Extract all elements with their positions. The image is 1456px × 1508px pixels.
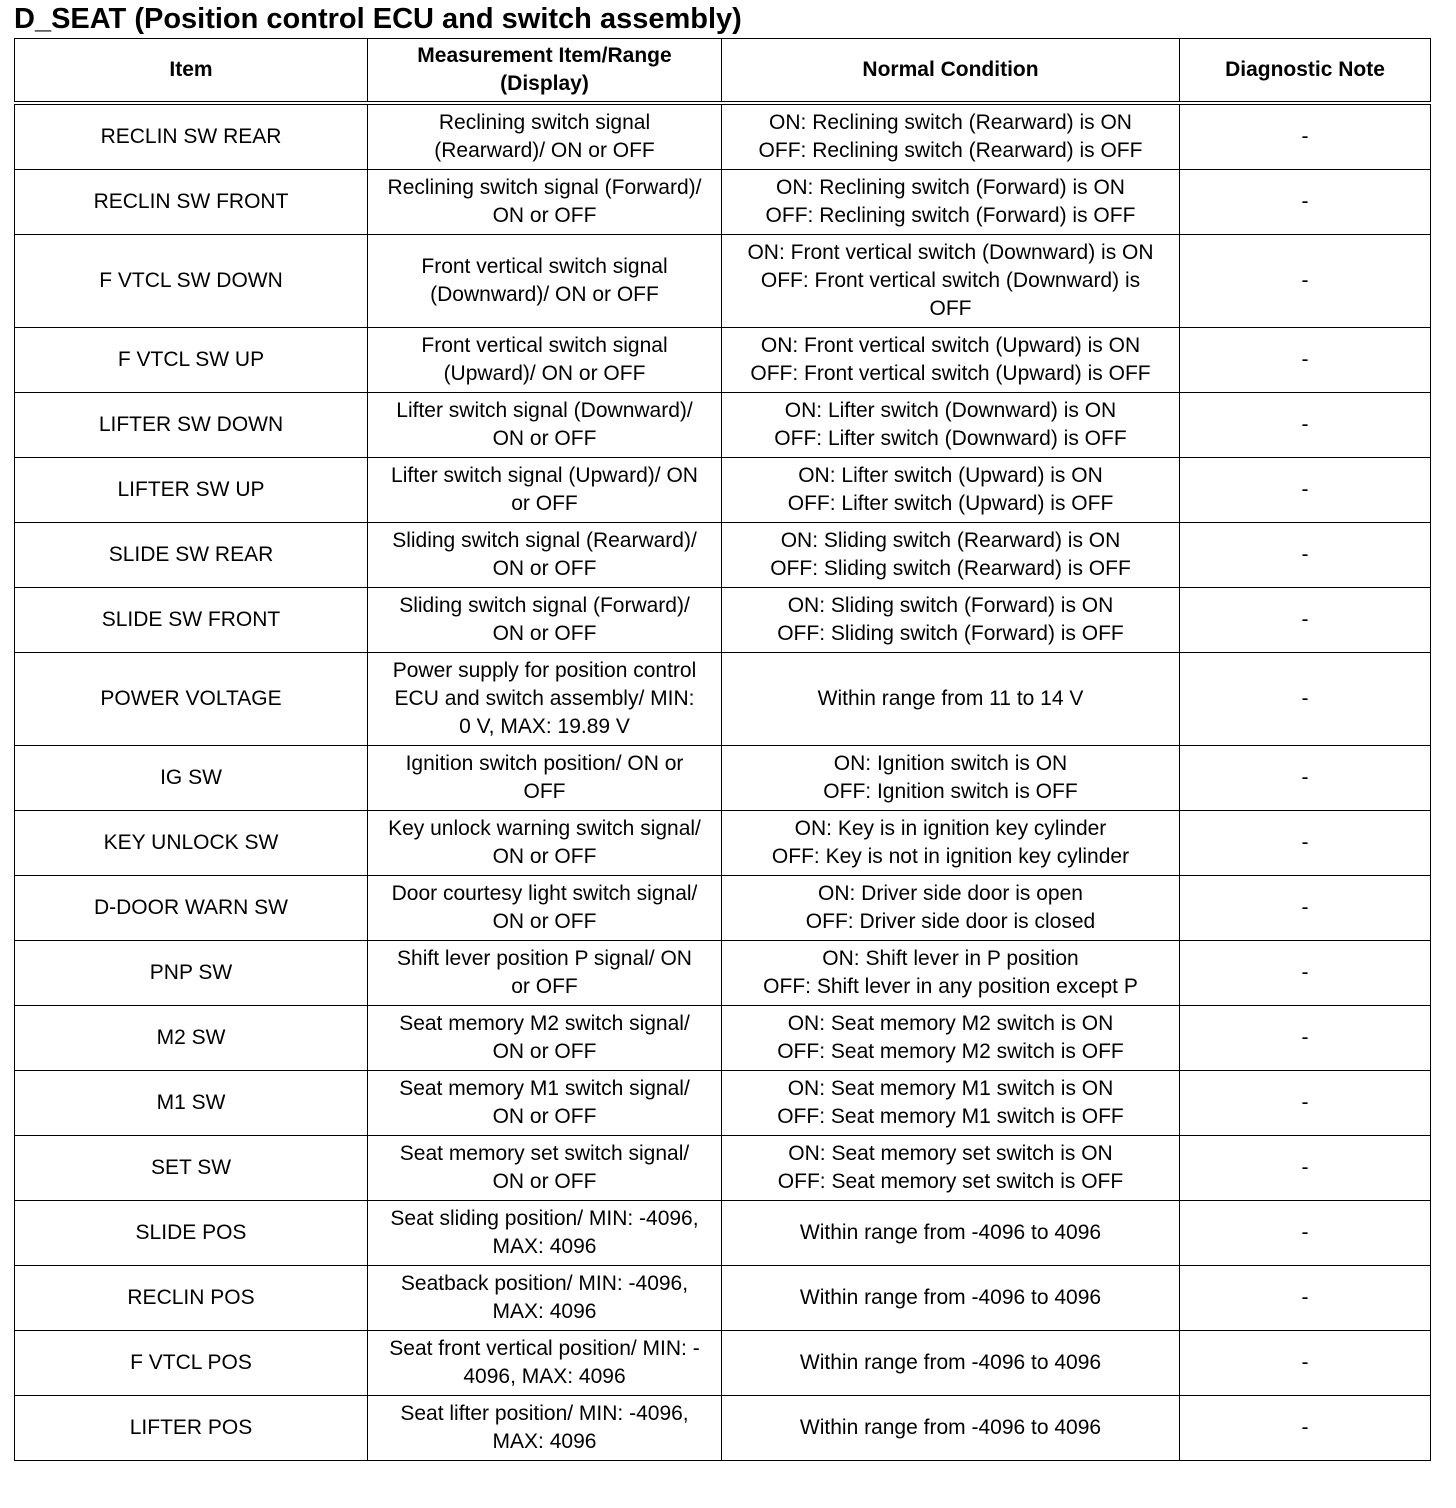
cell-normal-condition-line: OFF: Sliding switch (Forward) is OFF: [777, 622, 1124, 645]
table-row: [15, 1266, 1431, 1331]
cell-measurement: [368, 523, 722, 588]
cell-normal-condition-line: OFF: Ignition switch is OFF: [823, 780, 1078, 803]
cell-measurement: [368, 1071, 722, 1136]
cell-diagnostic-note: -: [1180, 458, 1431, 523]
cell-measurement-line: ON or OFF: [492, 1040, 597, 1063]
cell-normal-condition: [722, 458, 1180, 523]
data-table: [14, 38, 1431, 1461]
cell-measurement-line: MAX: 4096: [492, 1430, 597, 1453]
cell-normal-condition-line: OFF: Shift lever in any position except P: [763, 975, 1138, 998]
table-row: [15, 653, 1431, 746]
cell-measurement-line: ON or OFF: [492, 845, 597, 868]
table-row: [15, 1136, 1431, 1201]
cell-item: KEY UNLOCK SW: [15, 811, 368, 876]
cell-measurement: [368, 393, 722, 458]
cell-measurement-line: Seat memory M2 switch signal/: [399, 1012, 690, 1035]
cell-measurement-line: Reclining switch signal: [438, 111, 651, 134]
cell-item: RECLIN POS: [15, 1266, 368, 1331]
header-normal-condition: Normal Condition: [722, 39, 1180, 104]
cell-measurement-line: Seat sliding position/ MIN: -4096,: [390, 1207, 699, 1230]
cell-measurement-line: Seat front vertical position/ MIN: -: [389, 1337, 700, 1360]
cell-normal-condition-line: OFF: Seat memory M2 switch is OFF: [777, 1040, 1124, 1063]
table-row: [15, 1201, 1431, 1266]
cell-measurement-line: (Rearward)/ ON or OFF: [434, 139, 655, 162]
cell-diagnostic-note: -: [1180, 941, 1431, 1006]
cell-measurement: [368, 653, 722, 746]
cell-item: POWER VOLTAGE: [15, 653, 368, 746]
table-row: [15, 523, 1431, 588]
cell-normal-condition-line: ON: Reclining switch (Forward) is ON: [776, 176, 1125, 199]
header-item: Item: [15, 39, 368, 104]
header-row: [15, 39, 1431, 104]
cell-diagnostic-note: -: [1180, 1331, 1431, 1396]
cell-measurement-line: Lifter switch signal (Upward)/ ON: [391, 464, 698, 487]
cell-normal-condition: [722, 653, 1180, 746]
table-row: [15, 1071, 1431, 1136]
cell-measurement-line: 4096, MAX: 4096: [463, 1365, 626, 1388]
cell-diagnostic-note: -: [1180, 1006, 1431, 1071]
cell-normal-condition: [722, 235, 1180, 328]
cell-diagnostic-note: -: [1180, 170, 1431, 235]
cell-measurement-line: (Upward)/ ON or OFF: [443, 362, 646, 385]
cell-measurement-line: Front vertical switch signal: [421, 334, 668, 357]
cell-normal-condition-line: ON: Front vertical switch (Downward) is ON: [747, 241, 1154, 264]
cell-measurement-line: Door courtesy light switch signal/: [391, 882, 698, 905]
cell-measurement-line: Power supply for position control: [392, 659, 697, 682]
cell-normal-condition-line: OFF: Lifter switch (Downward) is OFF: [774, 427, 1127, 450]
cell-diagnostic-note: -: [1180, 588, 1431, 653]
cell-measurement: [368, 1266, 722, 1331]
cell-normal-condition: [722, 1266, 1180, 1331]
cell-normal-condition-line: ON: Lifter switch (Downward) is ON: [784, 399, 1117, 422]
table-row: [15, 1006, 1431, 1071]
cell-normal-condition-line: OFF: Front vertical switch (Downward) is: [760, 269, 1141, 292]
cell-diagnostic-note: -: [1180, 523, 1431, 588]
cell-item: SLIDE SW REAR: [15, 523, 368, 588]
cell-measurement: [368, 103, 722, 170]
cell-diagnostic-note: -: [1180, 235, 1431, 328]
cell-normal-condition-line: ON: Driver side door is open: [818, 882, 1083, 905]
cell-measurement-line: Key unlock warning switch signal/: [388, 817, 701, 840]
cell-normal-condition-line: ON: Sliding switch (Rearward) is ON: [780, 529, 1121, 552]
table-row: [15, 1396, 1431, 1461]
cell-item: SET SW: [15, 1136, 368, 1201]
cell-measurement: [368, 1331, 722, 1396]
table-row: [15, 103, 1431, 170]
cell-diagnostic-note: -: [1180, 876, 1431, 941]
cell-item: LIFTER SW UP: [15, 458, 368, 523]
cell-normal-condition-line: ON: Seat memory set switch is ON: [788, 1142, 1113, 1165]
cell-measurement-line: Seat memory M1 switch signal/: [399, 1077, 690, 1100]
cell-item: RECLIN SW FRONT: [15, 170, 368, 235]
cell-diagnostic-note: -: [1180, 1266, 1431, 1331]
cell-measurement-line: ON or OFF: [492, 622, 597, 645]
cell-item: LIFTER SW DOWN: [15, 393, 368, 458]
cell-item: M1 SW: [15, 1071, 368, 1136]
cell-measurement: [368, 458, 722, 523]
cell-measurement-line: Front vertical switch signal: [421, 255, 668, 278]
cell-measurement-line: MAX: 4096: [492, 1300, 597, 1323]
cell-normal-condition: [722, 588, 1180, 653]
cell-measurement: [368, 1396, 722, 1461]
cell-item: SLIDE POS: [15, 1201, 368, 1266]
table-row: [15, 328, 1431, 393]
cell-normal-condition-line: ON: Front vertical switch (Upward) is ON: [760, 334, 1141, 357]
cell-measurement-line: 0 V, MAX: 19.89 V: [459, 715, 630, 738]
cell-item: IG SW: [15, 746, 368, 811]
cell-normal-condition-line: OFF: Seat memory set switch is OFF: [777, 1170, 1124, 1193]
cell-normal-condition-line: ON: Sliding switch (Forward) is ON: [787, 594, 1114, 617]
cell-normal-condition-line: OFF: Reclining switch (Forward) is OFF: [765, 204, 1136, 227]
cell-measurement: [368, 588, 722, 653]
cell-measurement: [368, 811, 722, 876]
header-diagnostic-note: Diagnostic Note: [1180, 39, 1431, 104]
cell-normal-condition: [722, 746, 1180, 811]
cell-normal-condition-line: ON: Ignition switch is ON: [833, 752, 1068, 775]
cell-measurement-line: MAX: 4096: [492, 1235, 597, 1258]
cell-normal-condition-line: ON: Reclining switch (Rearward) is ON: [769, 111, 1132, 134]
cell-diagnostic-note: -: [1180, 746, 1431, 811]
cell-measurement: [368, 1201, 722, 1266]
cell-normal-condition-line: ON: Key is in ignition key cylinder: [794, 817, 1107, 840]
cell-measurement-line: Seat lifter position/ MIN: -4096,: [400, 1402, 689, 1425]
cell-measurement-line: ON or OFF: [492, 1170, 597, 1193]
table-row: [15, 746, 1431, 811]
cell-item: SLIDE SW FRONT: [15, 588, 368, 653]
cell-measurement: [368, 941, 722, 1006]
cell-normal-condition-line: OFF: Key is not in ignition key cylinder: [771, 845, 1130, 868]
table-row: [15, 588, 1431, 653]
table-row: [15, 941, 1431, 1006]
cell-normal-condition: [722, 1331, 1180, 1396]
cell-diagnostic-note: -: [1180, 653, 1431, 746]
cell-diagnostic-note: -: [1180, 1396, 1431, 1461]
cell-diagnostic-note: -: [1180, 393, 1431, 458]
table-row: [15, 811, 1431, 876]
cell-normal-condition: [722, 941, 1180, 1006]
cell-normal-condition-line: Within range from -4096 to 4096: [799, 1416, 1102, 1439]
cell-normal-condition-line: OFF: Sliding switch (Rearward) is OFF: [770, 557, 1131, 580]
cell-measurement: [368, 746, 722, 811]
cell-measurement-line: ECU and switch assembly/ MIN:: [394, 687, 695, 710]
table-row: [15, 170, 1431, 235]
cell-measurement-line: Seat memory set switch signal/: [399, 1142, 690, 1165]
cell-measurement-line: ON or OFF: [492, 1105, 597, 1128]
cell-measurement-line: ON or OFF: [492, 427, 597, 450]
cell-normal-condition: [722, 1201, 1180, 1266]
cell-normal-condition-line: Within range from -4096 to 4096: [799, 1286, 1102, 1309]
cell-diagnostic-note: -: [1180, 328, 1431, 393]
cell-normal-condition: [722, 328, 1180, 393]
cell-normal-condition-line: ON: Seat memory M2 switch is ON: [787, 1012, 1114, 1035]
cell-item: F VTCL SW UP: [15, 328, 368, 393]
cell-normal-condition: [722, 393, 1180, 458]
cell-normal-condition-line: OFF: Lifter switch (Upward) is OFF: [787, 492, 1114, 515]
header-measurement-line: Measurement Item/Range: [417, 44, 672, 67]
cell-measurement-line: (Downward)/ ON or OFF: [430, 283, 659, 306]
cell-normal-condition: [722, 103, 1180, 170]
cell-normal-condition-line: Within range from 11 to 14 V: [817, 687, 1084, 710]
cell-normal-condition-line: OFF: Driver side door is closed: [805, 910, 1096, 933]
cell-normal-condition-line: ON: Shift lever in P position: [822, 947, 1079, 970]
cell-measurement: [368, 170, 722, 235]
table-row: [15, 458, 1431, 523]
cell-normal-condition-line: Within range from -4096 to 4096: [799, 1351, 1102, 1374]
cell-measurement-line: Seatback position/ MIN: -4096,: [400, 1272, 689, 1295]
cell-item: RECLIN SW REAR: [15, 103, 368, 170]
cell-measurement-line: or OFF: [511, 975, 578, 998]
cell-measurement-line: ON or OFF: [492, 557, 597, 580]
cell-normal-condition: [722, 811, 1180, 876]
cell-measurement-line: Sliding switch signal (Rearward)/: [392, 529, 697, 552]
cell-item: M2 SW: [15, 1006, 368, 1071]
cell-measurement-line: Lifter switch signal (Downward)/: [396, 399, 693, 422]
cell-normal-condition-line: ON: Seat memory M1 switch is ON: [787, 1077, 1114, 1100]
cell-measurement: [368, 876, 722, 941]
cell-measurement-line: Shift lever position P signal/ ON: [397, 947, 692, 970]
cell-normal-condition-line: Within range from -4096 to 4096: [799, 1221, 1102, 1244]
cell-item: PNP SW: [15, 941, 368, 1006]
cell-diagnostic-note: -: [1180, 811, 1431, 876]
cell-normal-condition-line: OFF: [929, 297, 972, 320]
table-row: [15, 235, 1431, 328]
cell-measurement-line: Sliding switch signal (Forward)/: [399, 594, 690, 617]
cell-measurement-line: Ignition switch position/ ON or: [405, 752, 684, 775]
cell-normal-condition-line: OFF: Seat memory M1 switch is OFF: [777, 1105, 1124, 1128]
cell-measurement: [368, 328, 722, 393]
cell-measurement-line: ON or OFF: [492, 910, 597, 933]
cell-normal-condition-line: OFF: Reclining switch (Rearward) is OFF: [758, 139, 1143, 162]
cell-measurement-line: OFF: [523, 780, 566, 803]
cell-diagnostic-note: -: [1180, 1071, 1431, 1136]
cell-measurement-line: Reclining switch signal (Forward)/: [387, 176, 702, 199]
cell-item: D-DOOR WARN SW: [15, 876, 368, 941]
cell-measurement: [368, 1136, 722, 1201]
cell-diagnostic-note: -: [1180, 103, 1431, 170]
table-body: [15, 103, 1431, 1461]
cell-diagnostic-note: -: [1180, 1136, 1431, 1201]
cell-normal-condition: [722, 1396, 1180, 1461]
header-measurement-line: (Display): [500, 72, 589, 95]
cell-normal-condition: [722, 1136, 1180, 1201]
cell-normal-condition: [722, 523, 1180, 588]
cell-normal-condition: [722, 876, 1180, 941]
cell-measurement: [368, 235, 722, 328]
cell-normal-condition-line: OFF: Front vertical switch (Upward) is OFF: [750, 362, 1151, 385]
cell-normal-condition: [722, 1071, 1180, 1136]
cell-normal-condition: [722, 170, 1180, 235]
cell-normal-condition: [722, 1006, 1180, 1071]
table-row: [15, 393, 1431, 458]
cell-diagnostic-note: -: [1180, 1201, 1431, 1266]
cell-measurement-line: or OFF: [511, 492, 578, 515]
cell-measurement: [368, 1006, 722, 1071]
cell-item: LIFTER POS: [15, 1396, 368, 1461]
header-measurement: [368, 39, 722, 104]
cell-item: F VTCL SW DOWN: [15, 235, 368, 328]
cell-item: F VTCL POS: [15, 1331, 368, 1396]
table-row: [15, 876, 1431, 941]
page-title: D_SEAT (Position control ECU and switch assembly): [14, 3, 742, 35]
table-row: [15, 1331, 1431, 1396]
cell-measurement-line: ON or OFF: [492, 204, 597, 227]
cell-normal-condition-line: ON: Lifter switch (Upward) is ON: [798, 464, 1103, 487]
